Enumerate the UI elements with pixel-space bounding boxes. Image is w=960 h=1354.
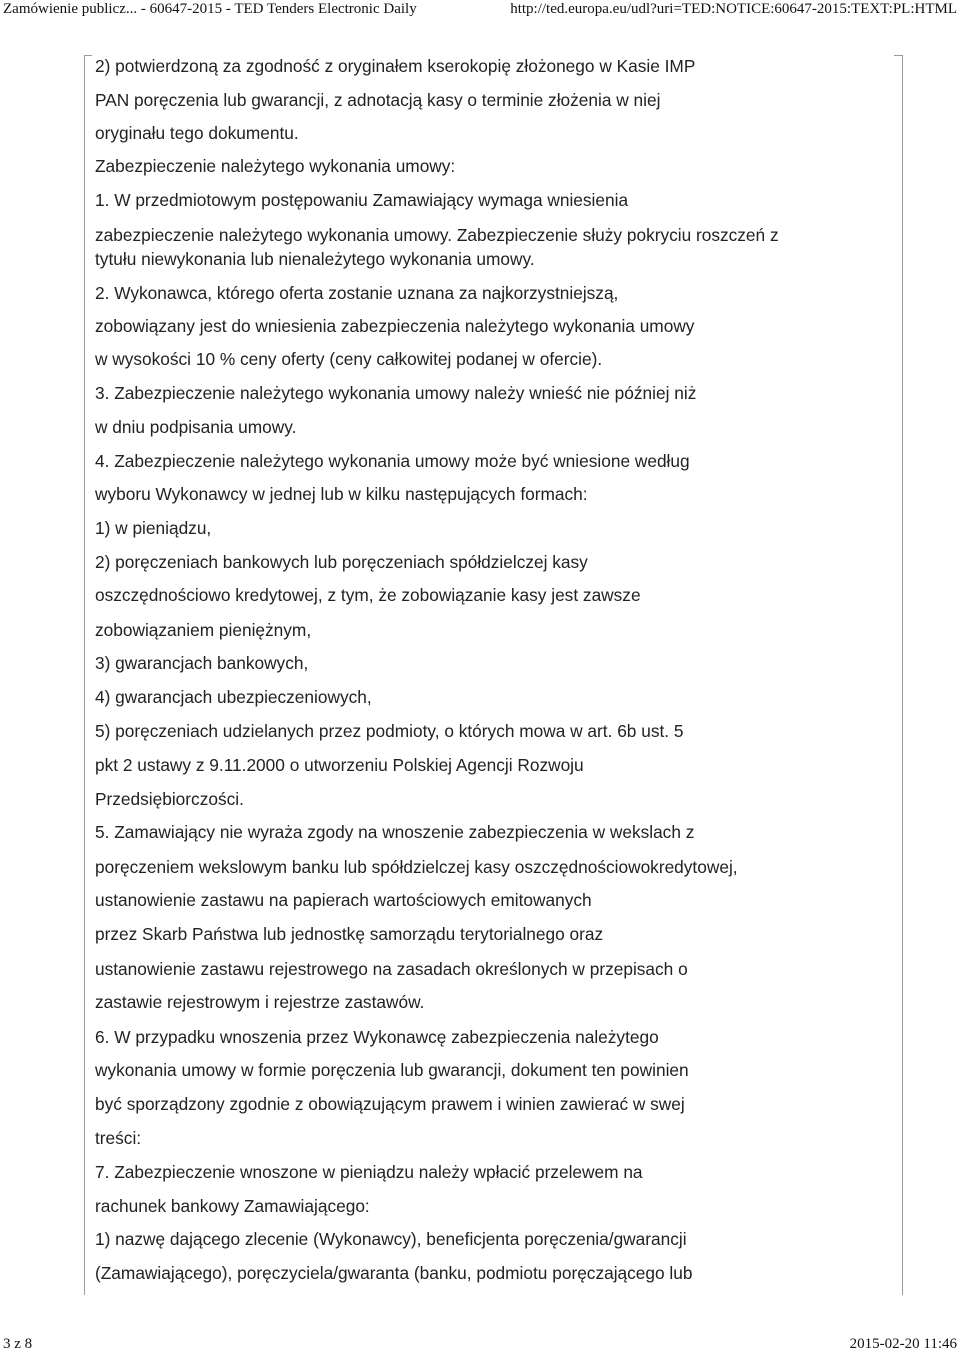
text-line: zobowiązany jest do wniesienia zabezpieczenia należytego wykonania umowy bbox=[95, 316, 695, 336]
frame-right-border bbox=[902, 55, 903, 1295]
text-line: ustanowienie zastawu na papierach wartościowych emitowanych bbox=[95, 890, 592, 910]
text-line: w wysokości 10 % ceny oferty (ceny całkowitej podanej w ofercie). bbox=[95, 349, 603, 369]
text-line: zabezpieczenie należytego wykonania umowy. Zabezpieczenie służy pokryciu roszczeń z bbox=[95, 225, 779, 245]
text-line: pkt 2 ustawy z 9.11.2000 o utworzeniu Polskiej Agencji Rozwoju bbox=[95, 755, 584, 775]
text-line: poręczeniem wekslowym banku lub spółdzielczej kasy oszczędnościowokredytowej, bbox=[95, 857, 738, 877]
text-line: PAN poręczenia lub gwarancji, z adnotacją kasy o terminie złożenia w niej bbox=[95, 90, 661, 110]
text-line: (Zamawiającego), poręczyciela/gwaranta (banku, podmiotu poręczającego lub bbox=[95, 1263, 693, 1283]
browser-print-footer bbox=[0, 1336, 960, 1354]
text-line: przez Skarb Państwa lub jednostkę samorządu terytorialnego oraz bbox=[95, 924, 604, 944]
text-line: 3. Zabezpieczenie należytego wykonania umowy należy wnieść nie później niż bbox=[95, 383, 697, 403]
page-title: Zamówienie publicz... - 60647-2015 - TED Tenders Electronic Daily bbox=[3, 1, 417, 17]
text-line: 4) gwarancjach ubezpieczeniowych, bbox=[95, 687, 372, 707]
frame-top-right-tick bbox=[894, 55, 902, 56]
text-line: oszczędnościowo kredytowej, z tym, że zobowiązanie kasy jest zawsze bbox=[95, 585, 641, 605]
text-line: 6. W przypadku wnoszenia przez Wykonawcę zabezpieczenia należytego bbox=[95, 1027, 659, 1047]
text-line: 4. Zabezpieczenie należytego wykonania umowy może być wniesione według bbox=[95, 451, 690, 471]
page-url: http://ted.europa.eu/udl?uri=TED:NOTICE:60647-2015:TEXT:PL:HTML bbox=[510, 1, 957, 17]
browser-print-header bbox=[0, 0, 960, 22]
page-number: 3 z 8 bbox=[3, 1336, 33, 1352]
text-line: w dniu podpisania umowy. bbox=[95, 417, 297, 437]
frame-top-left-tick bbox=[84, 55, 92, 56]
text-line: treści: bbox=[95, 1128, 142, 1148]
print-datetime: 2015-02-20 11:46 bbox=[849, 1336, 957, 1352]
text-line: oryginału tego dokumentu. bbox=[95, 123, 299, 143]
text-line: 2) potwierdzoną za zgodność z oryginałem kserokopię złożonego w Kasie IMP bbox=[95, 56, 696, 76]
text-line: Przedsiębiorczości. bbox=[95, 789, 244, 809]
text-line: rachunek bankowy Zamawiającego: bbox=[95, 1196, 370, 1216]
text-line: 5) poręczeniach udzielanych przez podmioty, o których mowa w art. 6b ust. 5 bbox=[95, 721, 684, 741]
text-line: 1) w pieniądzu, bbox=[95, 518, 212, 538]
text-line: 1. W przedmiotowym postępowaniu Zamawiający wymaga wniesienia bbox=[95, 190, 629, 210]
text-line: 2. Wykonawca, którego oferta zostanie uznana za najkorzystniejszą, bbox=[95, 283, 619, 303]
text-line: wyboru Wykonawcy w jednej lub w kilku następujących formach: bbox=[95, 484, 588, 504]
text-line: zobowiązaniem pieniężnym, bbox=[95, 620, 312, 640]
text-line: 2) poręczeniach bankowych lub poręczeniach spółdzielczej kasy bbox=[95, 552, 588, 572]
text-line: ustanowienie zastawu rejestrowego na zasadach określonych w przepisach o bbox=[95, 959, 688, 979]
text-line: Zabezpieczenie należytego wykonania umowy: bbox=[95, 156, 456, 176]
text-line: zastawie rejestrowym i rejestrze zastawów. bbox=[95, 992, 425, 1012]
frame-left-border bbox=[84, 55, 85, 1295]
text-line: tytułu niewykonania lub nienależytego wykonania umowy. bbox=[95, 249, 535, 269]
text-line: 5. Zamawiający nie wyraża zgody na wnoszenie zabezpieczenia w wekslach z bbox=[95, 822, 695, 842]
text-line: 1) nazwę dającego zlecenie (Wykonawcy), beneficjenta poręczenia/gwarancji bbox=[95, 1229, 687, 1249]
text-line: wykonania umowy w formie poręczenia lub gwarancji, dokument ten powinien bbox=[95, 1060, 689, 1080]
text-line: być sporządzony zgodnie z obowiązującym prawem i winien zawierać w swej bbox=[95, 1094, 685, 1114]
text-line: 3) gwarancjach bankowych, bbox=[95, 653, 309, 673]
text-line: 7. Zabezpieczenie wnoszone w pieniądzu należy wpłacić przelewem na bbox=[95, 1162, 643, 1182]
